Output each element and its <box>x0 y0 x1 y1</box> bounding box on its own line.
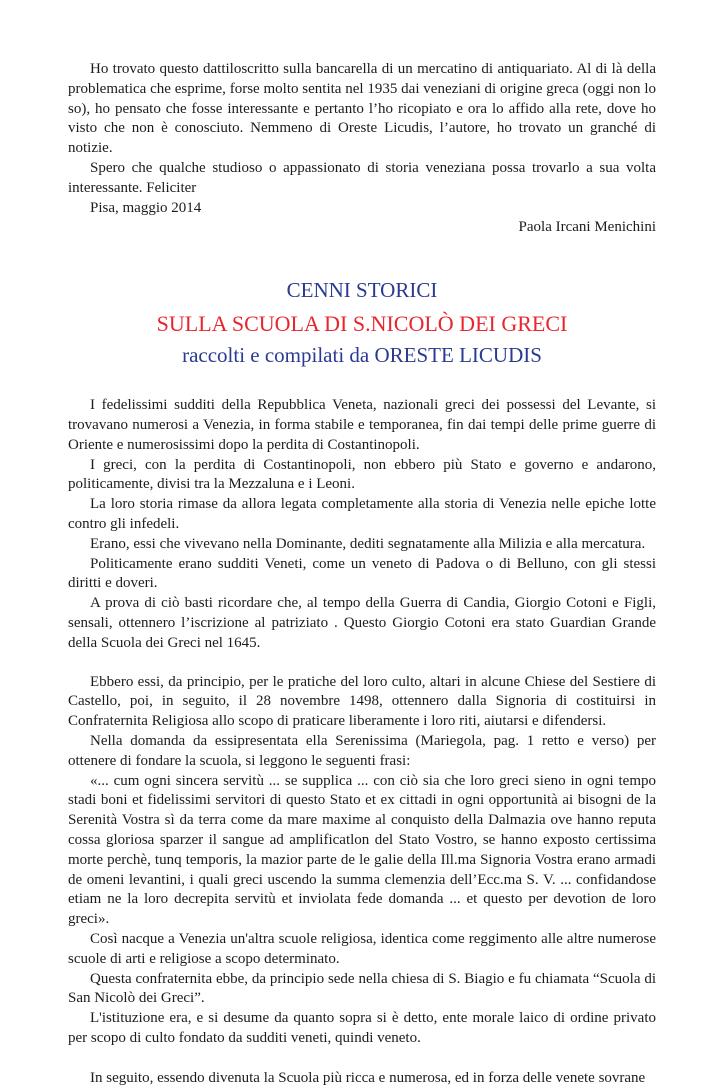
body-section-2 <box>68 673 656 1049</box>
title-line-1: CENNI STORICI <box>286 278 438 303</box>
intro-paragraph: Spero che qualche studioso o appassionato di storia veneziana possa trovarlo a sua volta interessante. Feliciter <box>68 159 656 196</box>
body-paragraph: I greci, con la perdita di Costantinopoli, non ebbero più Stato e governo e andarono, politicamente, divisi tra la Mezzaluna e i Leoni. <box>68 456 656 493</box>
body-paragraph: I fedelissimi sudditi della Repubblica Veneta, nazionali greci dei possessi del Levante, si trovavano numerosi a Venezia, in forma stabile e temporanea, fin dai tempi delle prime guerre di Oriente e numerosissimi dopo la perdita di Costantinopoli. <box>68 397 656 453</box>
closing-paragraph: In seguito, essendo divenuta la Scuola più ricca e numerosa, ed in forza delle venete sovrane <box>90 1069 646 1086</box>
body-paragraph: La loro storia rimase da allora legata completamente alla storia di Venezia nelle epiche lotte contro gli infedeli. <box>68 496 656 532</box>
title-line-2: SULLA SCUOLA DI S.NICOLÒ DEI GRECI <box>156 310 568 336</box>
title-subtitle: raccolti e compilati da ORESTE LICUDIS <box>182 342 542 367</box>
intro-paragraph: Ho trovato questo dattiloscritto sulla bancarella di un mercatino di antiquariato. Al di là della problematica che esprime, forse molto sentita nel 1935 dai veneziani di origine greca (oggi non lo so), ho pensato che fosse interessante e pertanto l’ho ricopiato e ora lo affido alla rete, dove ho visto che non è conosciuto. Nemmeno di Oreste Licudis, l’autore, ho trovato un granché di notizie. <box>68 61 656 157</box>
body-section-1 <box>68 396 656 653</box>
quote-paragraph: «... cum ogni sincera servitù ... se supplica ... con ciò sia che loro greci sieno in ogni tempo stadi boni et fidelissimi servitori di questo Stato et ex cittadi in ogni opportunità ai bisogni de la Serenità Vostra sì da terra come da mare maxime al conquisto della Dalmazia ove hanno reputa cossa gloriosa sparzer il sangue ad amplificatlon del Stato Vostro, se hanno exposto certissima morte perchè, tunq temporis, la mazior parte de le galie della Ill.ma Signoria Vostra erano armadi de omeni levantini, i quali greci uscendo la summa clemenzia dell’Ecc.ma S. V. ... confidandose etiam ne la loro decrepita servitù et inviolata fede domanda ... et questo per devotion de loro greci». <box>68 772 656 928</box>
body-paragraph: A prova di ciò basti ricordare che, al tempo della Guerra di Candia, Giorgio Cotoni e Figli, sensali, ottennero l’iscrizione al patriziato . Questo Giorgio Cotoni era stato Guardian Grande della Scuola dei Greci nel 1645. <box>68 595 656 651</box>
date-line: Pisa, maggio 2014 <box>90 199 202 216</box>
title-block <box>68 274 656 371</box>
author-signature: Paola Ircani Menichini <box>518 219 656 236</box>
body-paragraph: Erano, essi che vivevano nella Dominante, dediti segnatamente alla Milizia e alla mercatura. <box>90 535 646 552</box>
body-paragraph: Ebbero essi, da principio, per le pratiche del loro culto, altari in alcune Chiese del Sestiere di Castello, poi, in seguito, il 28 novembre 1498, ottennero dalla Signoria di costituirsi in Confraternita Religiosa allo scopo di praticare liberamente i loro riti, aiutarsi e difendersi. <box>68 673 656 730</box>
body-paragraph: L'istituzione era, e si desume da quanto sopra si è detto, ente morale laico di ordine privato per scopo di culto fondato da sudditi veneti, quindi veneto. <box>68 1010 656 1046</box>
body-paragraph: Politicamente erano sudditi Veneti, come un veneto di Padova o di Belluno, con gli stessi diritti e doveri. <box>68 555 656 592</box>
intro-section <box>68 60 656 238</box>
body-paragraph: Così nacque a Venezia un'altra scuole religiosa, identica come reggimento alle altre numerose scuole di arti e religiose a scopo determinato. <box>68 930 656 967</box>
body-paragraph: Nella domanda da essipresentata ella Serenissima (Mariegola, pag. 1 retto e verso) per ottenere di fondare la scuola, si leggono le seguenti frasi: <box>68 732 656 769</box>
body-paragraph: Questa confraternita ebbe, da principio sede nella chiesa di S. Biagio e fu chiamata “Scuola di San Nicolò dei Greci”. <box>68 970 656 1007</box>
